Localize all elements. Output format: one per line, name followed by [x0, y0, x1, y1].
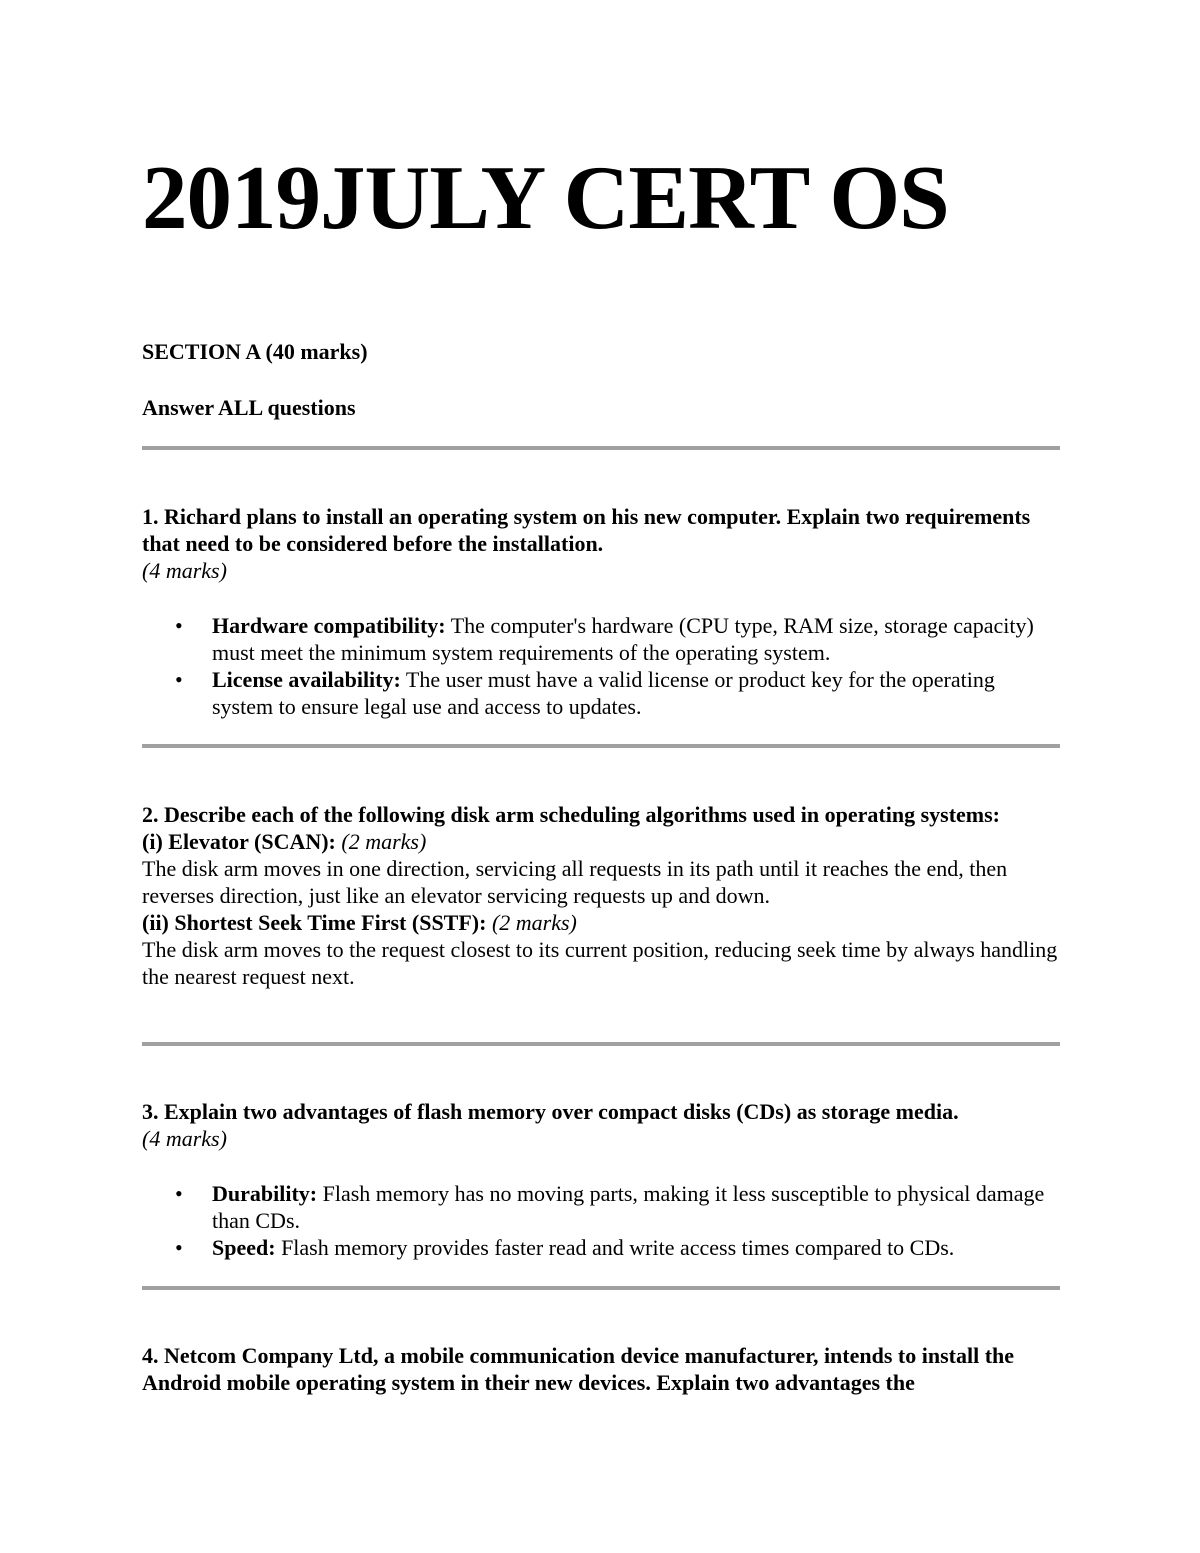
list-item — [175, 1234, 1060, 1261]
marks-label: (2 marks) — [341, 829, 427, 854]
document-title: 2019JULY CERT OS — [142, 147, 949, 248]
marks-label: (2 marks) — [491, 910, 577, 935]
question-4 — [142, 1342, 1060, 1396]
part-heading — [142, 828, 1060, 855]
question-2 — [142, 801, 1060, 990]
bullet-icon: • — [175, 667, 183, 692]
list-item — [175, 1180, 1060, 1234]
answer-term: Hardware compatibility: — [212, 613, 446, 638]
answer-text: The computer's hardware (CPU type, RAM size, storage capacity) must meet the minimum system requirements of the operating system. — [212, 613, 1034, 665]
divider — [142, 744, 1060, 748]
question-1 — [142, 503, 1060, 720]
part-text: The disk arm moves to the request closest to its current position, reducing seek time by always handling the nearest request next. — [142, 937, 1058, 989]
answer-text: The user must have a valid license or product key for the operating system to ensure legal use and access to updates. — [212, 667, 995, 719]
question-text: 4. Netcom Company Ltd, a mobile communication device manufacturer, intends to install the Android mobile operating system in their new devices. Explain two advantages the — [142, 1343, 1015, 1395]
answer-text: Flash memory provides faster read and write access times compared to CDs. — [275, 1235, 955, 1260]
bullet-icon: • — [175, 1235, 183, 1260]
part-label: (ii) Shortest Seek Time First (SSTF): — [142, 910, 487, 935]
divider — [142, 1042, 1060, 1046]
part-heading — [142, 909, 1060, 936]
divider — [142, 446, 1060, 450]
answer-term: Durability: — [212, 1181, 318, 1206]
question-text: 2. Describe each of the following disk arm scheduling algorithms used in operating systems: — [142, 802, 1000, 827]
section-heading: SECTION A (40 marks) — [142, 339, 368, 364]
bullet-icon: • — [175, 1181, 183, 1206]
question-text: 3. Explain two advantages of flash memory over compact disks (CDs) as storage media. — [142, 1099, 959, 1124]
marks-label: (4 marks) — [142, 1126, 227, 1151]
list-item — [175, 666, 1060, 720]
divider — [142, 1286, 1060, 1290]
question-text: 1. Richard plans to install an operating system on his new computer. Explain two requirements that need to be considered before the installation. — [142, 504, 1031, 556]
answer-list — [142, 1180, 1060, 1261]
part-text: The disk arm moves in one direction, servicing all requests in its path until it reaches the end, then reverses direction, just like an elevator servicing requests up and down. — [142, 856, 1008, 908]
marks-label: (4 marks) — [142, 558, 227, 583]
bullet-icon: • — [175, 613, 183, 638]
answer-text: Flash memory has no moving parts, making it less susceptible to physical damage than CDs. — [212, 1181, 1045, 1233]
answer-list — [142, 612, 1060, 720]
list-item — [175, 612, 1060, 666]
part-label: (i) Elevator (SCAN): — [142, 829, 336, 854]
question-3 — [142, 1098, 1060, 1261]
answer-term: Speed: — [212, 1235, 276, 1260]
answer-term: License availability: — [212, 667, 401, 692]
section-instruction: Answer ALL questions — [142, 395, 356, 420]
